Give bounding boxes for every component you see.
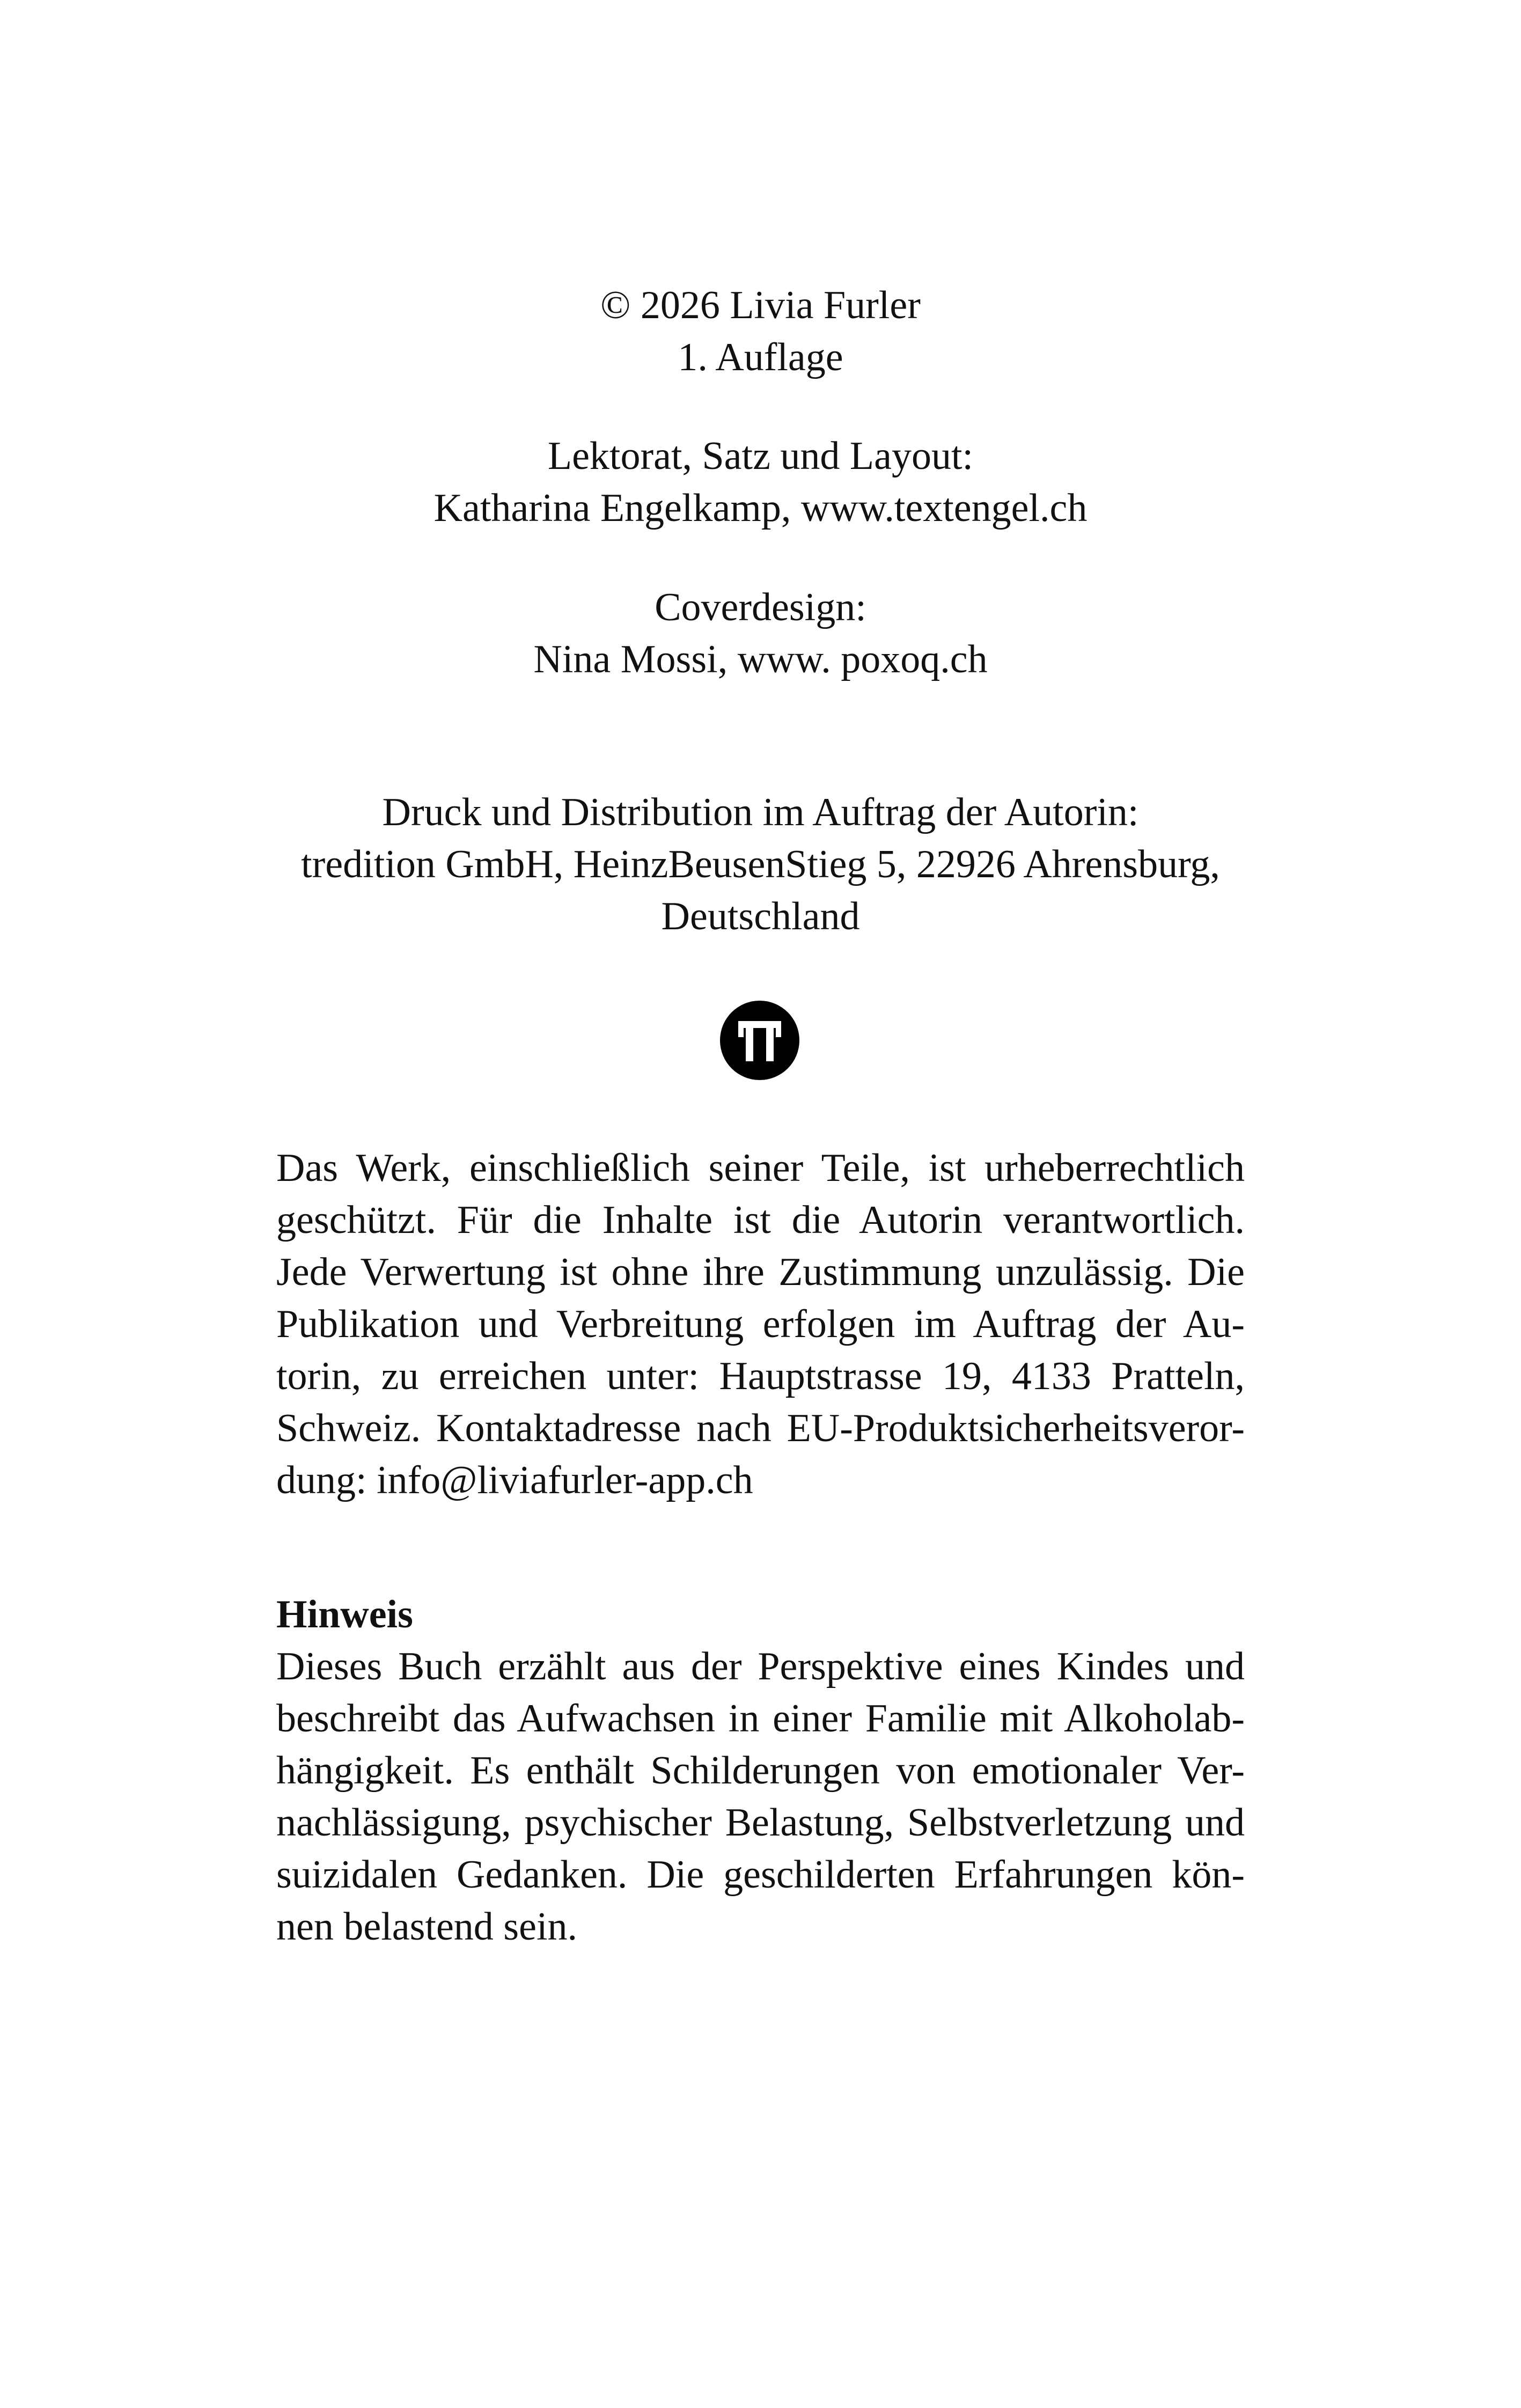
cover-heading: Coverdesign: xyxy=(655,585,866,629)
edition-line: 1. Auflage xyxy=(678,335,843,379)
legal-line: Schweiz. Kontaktadresse nach EU-Produktsicherheitsveror- xyxy=(276,1406,1245,1450)
copyright-line: © 2026 Livia Furler xyxy=(600,283,921,327)
legal-line: Das Werk, einschließlich seiner Teile, ist urheberrechtlich xyxy=(276,1146,1245,1190)
editing-credit: Katharina Engelkamp, www.textengel.ch xyxy=(433,486,1088,530)
notice-line: suizidalen Gedanken. Die geschilderten Erfahrungen kön- xyxy=(276,1853,1245,1897)
legal-line: torin, zu erreichen unter: Hauptstrasse 19, 4133 Pratteln, xyxy=(276,1354,1245,1398)
legal-line: dung: info@liviafurler-app.ch xyxy=(276,1458,753,1502)
print-line-3: Deutschland xyxy=(661,894,860,938)
legal-line: geschützt. Für die Inhalte ist die Autorin verantwortlich. xyxy=(276,1198,1245,1242)
tredition-logo-icon xyxy=(720,1001,799,1080)
notice-line: nachlässigung, psychischer Belastung, Selbstverletzung und xyxy=(276,1801,1245,1845)
editing-heading: Lektorat, Satz und Layout: xyxy=(547,434,974,478)
notice-line: nen belastend sein. xyxy=(276,1905,577,1949)
notice-line: beschreibt das Aufwachsen in einer Familie mit Alkoholab- xyxy=(276,1697,1245,1741)
legal-line: Jede Verwertung ist ohne ihre Zustimmung unzulässig. Die xyxy=(276,1250,1245,1294)
print-line-1: Druck und Distribution im Auftrag der Autorin: xyxy=(382,790,1139,834)
notice-line: Dieses Buch erzählt aus der Perspektive eines Kindes und xyxy=(276,1645,1245,1688)
cover-credit: Nina Mossi, www. poxoq.ch xyxy=(533,637,988,681)
legal-line: Publikation und Verbreitung erfolgen im Auftrag der Au- xyxy=(276,1302,1245,1346)
notice-line: hängigkeit. Es enthält Schilderungen von emotionaler Ver- xyxy=(276,1749,1245,1793)
print-line-2: tredition GmbH, HeinzBeusenStieg 5, 22926 Ahrensburg, xyxy=(301,842,1220,886)
notice-heading: Hinweis xyxy=(276,1592,413,1636)
